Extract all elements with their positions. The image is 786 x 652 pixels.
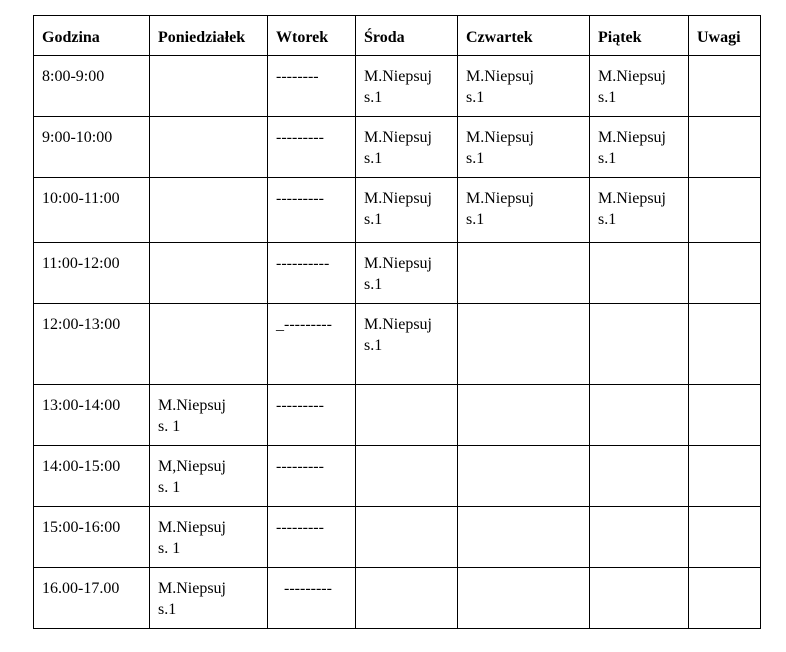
cell-text: M.Niepsuj [158, 519, 226, 536]
cell-text: M.Niepsuj [466, 68, 534, 85]
cell-czwartek [458, 304, 590, 385]
table-row [34, 56, 761, 117]
cell-sroda [356, 385, 458, 446]
header-godzina: Godzina [34, 16, 150, 56]
cell-czwartek [458, 178, 590, 243]
table-row [34, 507, 761, 568]
cell-piatek [590, 568, 689, 629]
table-row [34, 243, 761, 304]
cell-text: --------- [276, 580, 332, 597]
cell-sroda [356, 117, 458, 178]
table-row [34, 117, 761, 178]
cell-poniedzialek [150, 507, 268, 568]
cell-uwagi [689, 56, 761, 117]
cell-sroda [356, 446, 458, 507]
cell-text: M.Niepsuj [364, 68, 432, 85]
cell-poniedzialek [150, 568, 268, 629]
cell-poniedzialek [150, 243, 268, 304]
table-row [34, 304, 761, 385]
cell-piatek [590, 178, 689, 243]
cell-text: s.1 [598, 89, 617, 106]
header-sroda: Środa [356, 16, 458, 56]
cell-text: s.1 [364, 150, 383, 167]
cell-uwagi [689, 117, 761, 178]
cell-piatek [590, 304, 689, 385]
cell-poniedzialek [150, 56, 268, 117]
cell-text: M.Niepsuj [364, 190, 432, 207]
cell-sroda [356, 178, 458, 243]
time-cell: 14:00-15:00 [34, 446, 150, 507]
cell-text: s. 1 [158, 479, 181, 496]
cell-text: M.Niepsuj [466, 129, 534, 146]
cell-text: M.Niepsuj [598, 129, 666, 146]
time-cell: 15:00-16:00 [34, 507, 150, 568]
cell-wtorek [268, 243, 356, 304]
cell-text: s. 1 [158, 540, 181, 557]
cell-uwagi [689, 507, 761, 568]
time-cell: 16.00-17.00 [34, 568, 150, 629]
cell-text: s.1 [466, 89, 485, 106]
cell-czwartek [458, 507, 590, 568]
table-row [34, 568, 761, 629]
cell-uwagi [689, 178, 761, 243]
cell-piatek [590, 117, 689, 178]
cell-text: M.Niepsuj [466, 190, 534, 207]
cell-czwartek [458, 568, 590, 629]
cell-text: _--------- [276, 316, 332, 333]
cell-sroda [356, 304, 458, 385]
cell-wtorek [268, 446, 356, 507]
cell-wtorek [268, 507, 356, 568]
header-poniedzialek: Poniedziałek [150, 16, 268, 56]
cell-piatek [590, 446, 689, 507]
cell-czwartek [458, 56, 590, 117]
cell-uwagi [689, 568, 761, 629]
cell-text: s. 1 [158, 418, 181, 435]
cell-uwagi [689, 243, 761, 304]
cell-text: M.Niepsuj [158, 580, 226, 597]
header-piatek: Piątek [590, 16, 689, 56]
time-cell: 8:00-9:00 [34, 56, 150, 117]
cell-text: M,Niepsuj [158, 458, 226, 475]
cell-wtorek [268, 178, 356, 243]
cell-text: s.1 [364, 89, 383, 106]
time-cell: 12:00-13:00 [34, 304, 150, 385]
cell-piatek [590, 56, 689, 117]
header-wtorek: Wtorek [268, 16, 356, 56]
cell-text: M.Niepsuj [598, 68, 666, 85]
cell-text: s.1 [466, 211, 485, 228]
cell-text: M.Niepsuj [364, 255, 432, 272]
cell-uwagi [689, 304, 761, 385]
table-row [34, 385, 761, 446]
cell-text: -------- [276, 68, 319, 85]
cell-sroda [356, 56, 458, 117]
cell-piatek [590, 507, 689, 568]
cell-czwartek [458, 117, 590, 178]
cell-poniedzialek [150, 446, 268, 507]
cell-text: --------- [276, 397, 324, 414]
schedule-body [34, 56, 761, 629]
time-cell: 11:00-12:00 [34, 243, 150, 304]
cell-poniedzialek [150, 178, 268, 243]
time-cell: 10:00-11:00 [34, 178, 150, 243]
cell-piatek [590, 385, 689, 446]
cell-wtorek [268, 568, 356, 629]
cell-text: s.1 [158, 601, 177, 618]
header-row [34, 16, 761, 56]
cell-text: s.1 [466, 150, 485, 167]
cell-czwartek [458, 446, 590, 507]
cell-sroda [356, 243, 458, 304]
table-row [34, 446, 761, 507]
cell-text: --------- [276, 519, 324, 536]
cell-wtorek [268, 385, 356, 446]
cell-text: --------- [276, 129, 324, 146]
cell-text: s.1 [598, 150, 617, 167]
cell-text: s.1 [598, 211, 617, 228]
cell-text: --------- [276, 458, 324, 475]
cell-czwartek [458, 243, 590, 304]
cell-sroda [356, 568, 458, 629]
cell-poniedzialek [150, 304, 268, 385]
cell-text: s.1 [364, 276, 383, 293]
header-czwartek: Czwartek [458, 16, 590, 56]
cell-uwagi [689, 385, 761, 446]
header-uwagi: Uwagi [689, 16, 761, 56]
cell-sroda [356, 507, 458, 568]
time-cell: 9:00-10:00 [34, 117, 150, 178]
cell-text: M.Niepsuj [158, 397, 226, 414]
cell-piatek [590, 243, 689, 304]
time-cell: 13:00-14:00 [34, 385, 150, 446]
cell-text: ---------- [276, 255, 330, 272]
cell-czwartek [458, 385, 590, 446]
table-row [34, 178, 761, 243]
cell-text: --------- [276, 190, 324, 207]
cell-text: M.Niepsuj [364, 316, 432, 333]
cell-wtorek [268, 56, 356, 117]
cell-text: s.1 [364, 211, 383, 228]
cell-text: M.Niepsuj [598, 190, 666, 207]
cell-wtorek [268, 304, 356, 385]
cell-text: s.1 [364, 337, 383, 354]
cell-text: M.Niepsuj [364, 129, 432, 146]
cell-poniedzialek [150, 385, 268, 446]
cell-uwagi [689, 446, 761, 507]
cell-poniedzialek [150, 117, 268, 178]
cell-wtorek [268, 117, 356, 178]
schedule-table [33, 15, 761, 629]
